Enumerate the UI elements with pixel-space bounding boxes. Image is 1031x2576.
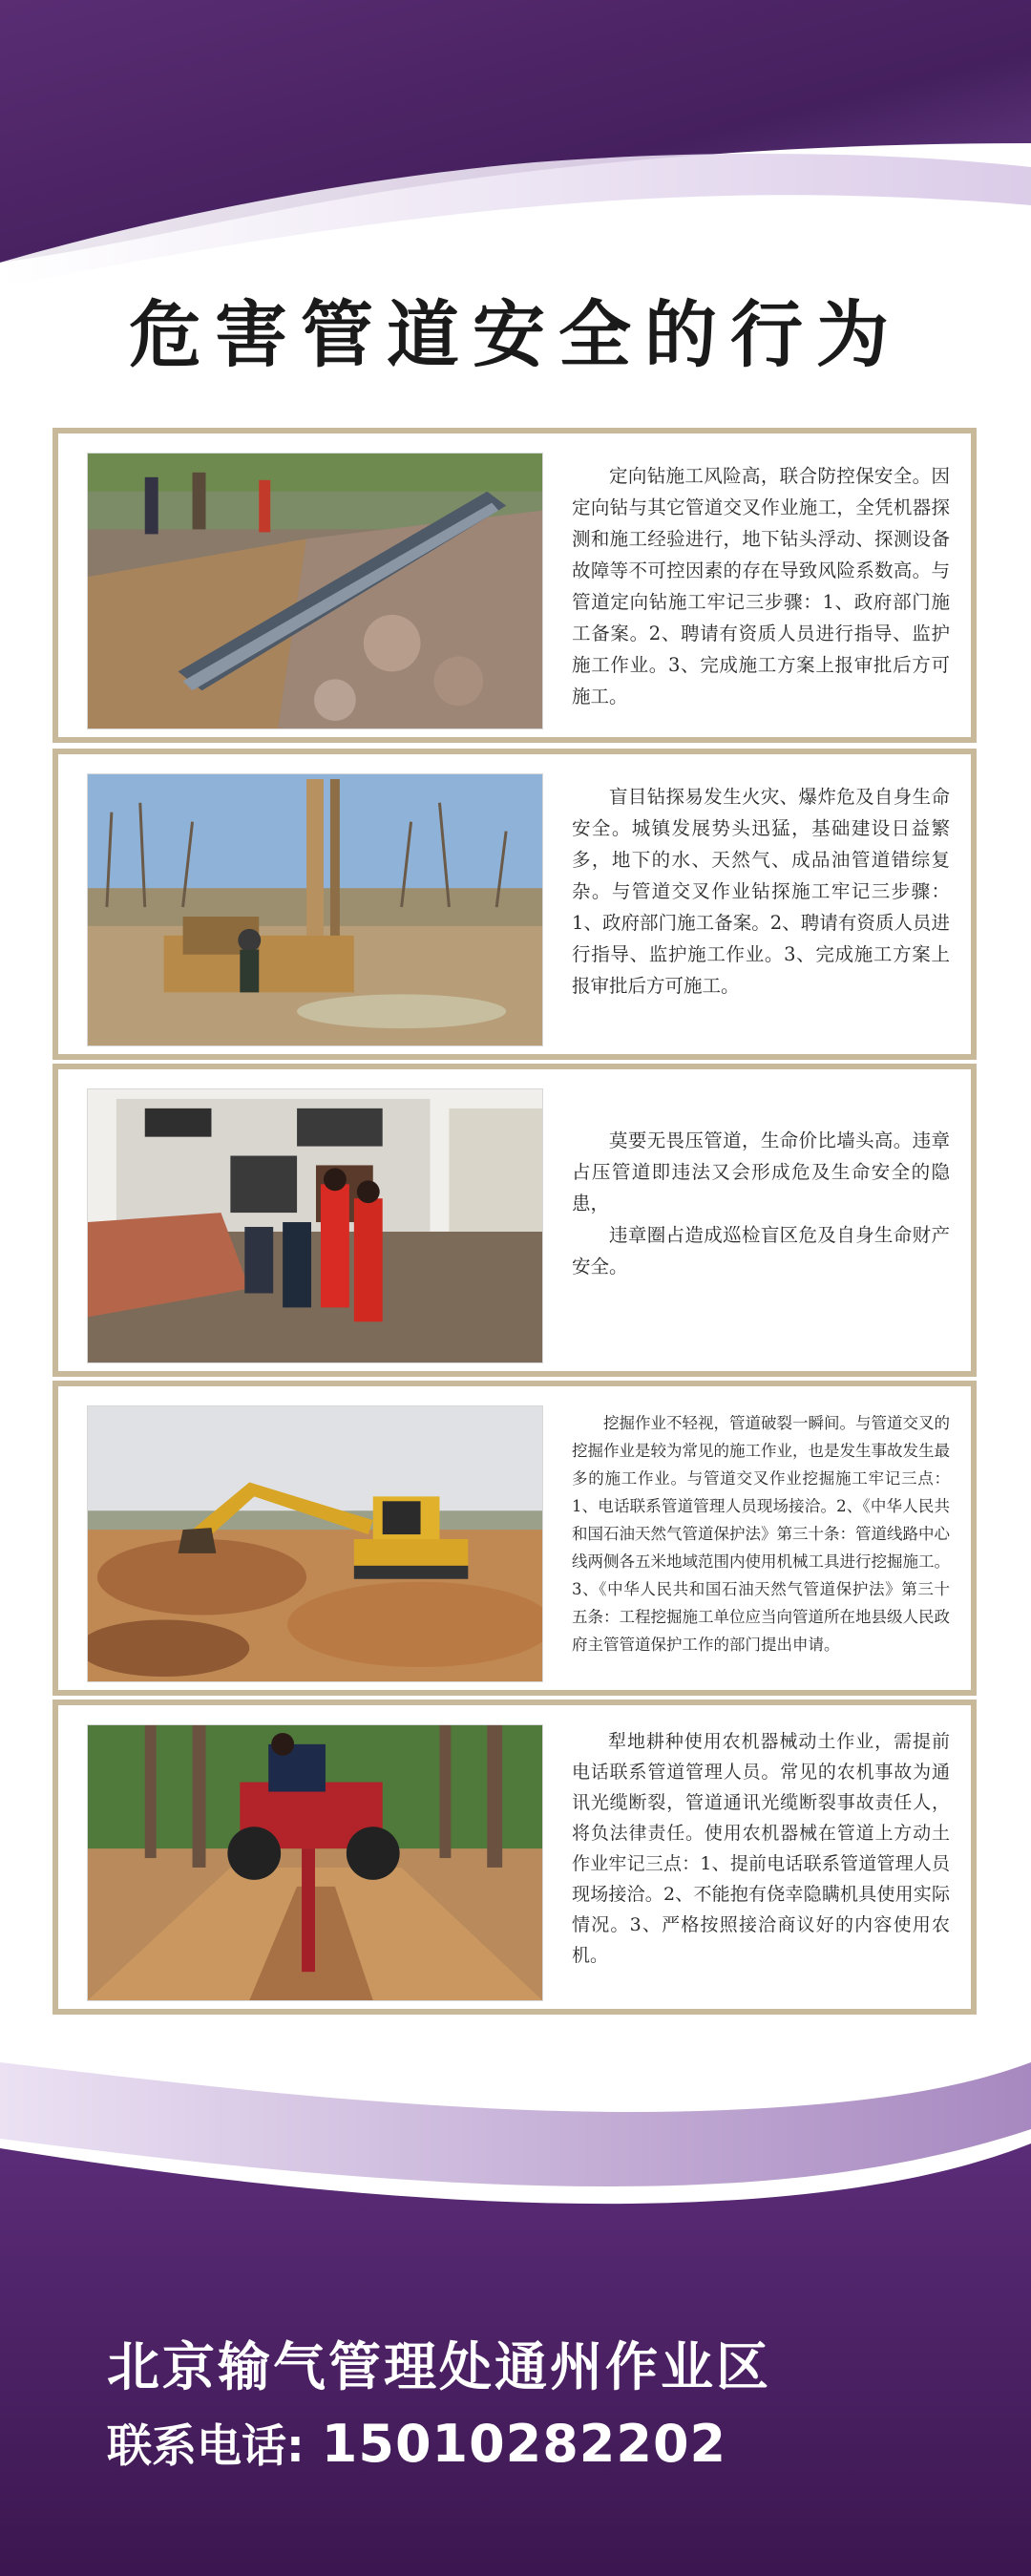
panel-paragraph: 定向钻施工风险高，联合防控保安全。因定向钻与其它管道交叉作业施工，全凭机器探测和施工经验进行，地下钻头浮动、探测设备故障等不可控因素的存在导致风险系数高。与管道定向钻施工牢记三步骤：1、政府部门施工备案。2、聘请有资质人员进行指导、监护施工作业。3、完成施工方案上报审批后方可施工。 (572, 465, 950, 707)
panel-text (572, 781, 950, 1002)
panel-paragraph: 盲目钻探易发生火灾、爆炸危及自身生命安全。城镇发展势头迅猛，基础建设日益繁多，地下的水、天然气、成品油管道错综复杂。与管道交叉作业钻探施工牢记三步骤：1、政府部门施工备案。2、聘请有资质人员进行指导、监护施工作业。3、完成施工方案上报审批后方可施工。 (572, 786, 950, 997)
hazard-panel-pipeline-occupation (53, 1064, 977, 1377)
hazard-panel-excavation (53, 1381, 977, 1696)
hazard-panel-farm-machinery (53, 1700, 977, 2015)
organization-name: 北京输气管理处通州作业区 (107, 2336, 772, 2397)
panel-text (572, 1726, 950, 1971)
panel-text (572, 1409, 950, 1658)
phone-number[interactable]: 15010282202 (321, 2414, 727, 2474)
bottom-purple-wave (0, 2024, 1031, 2576)
panel-paragraph: 违章圈占造成巡检盲区危及自身生命财产安全。 (572, 1224, 950, 1277)
illegal-building-photo (87, 1088, 543, 1363)
panel-paragraph: 犁地耕种使用农机器械动土作业，需提前电话联系管道管理人员。常见的农机事故为通讯光缆断裂，管道通讯光缆断裂事故责任人，将负法律责任。使用农机器械在管道上方动土作业牢记三点：1、提前电话联系管道管理人员现场接洽。2、不能抱有侥幸隐瞒机具使用实际情况。3、严格按照接洽商议好的内容使用农机。 (572, 1731, 950, 1966)
tractor-plowing-photo (87, 1724, 543, 2001)
top-purple-wave (0, 0, 1031, 286)
directional-drilling-photo (87, 453, 543, 729)
hazard-panel-directional-drilling (53, 428, 977, 743)
panel-paragraph: 挖掘作业不轻视，管道破裂一瞬间。与管道交叉的挖掘作业是较为常见的施工作业，也是发生事故发生最多的施工作业。与管道交叉作业挖掘施工牢记三点：1、电话联系管道管理人员现场接洽。2、《中华人民共和国石油天然气管道保护法》第三十条：管道线路中心线两侧各五米地域范围内使用机械工具进行挖掘施工。3、《中华人民共和国石油天然气管道保护法》第三十五条：工程挖掘施工单位应当向管道所在地县级人民政府主管管道保护工作的部门提出申请。 (572, 1414, 950, 1654)
phone-label: 联系电话: (107, 2420, 305, 2473)
drilling-rig-photo (87, 773, 543, 1046)
panel-text (572, 1125, 950, 1282)
excavator-photo (87, 1405, 543, 1682)
panel-text (572, 460, 950, 712)
hazard-panel-blind-drilling (53, 749, 977, 1060)
panel-paragraph: 莫要无畏压管道，生命价比墙头高。违章占压管道即违法又会形成危及生命安全的隐患， (572, 1130, 950, 1214)
contact-phone (107, 2411, 726, 2475)
page-title: 危害管道安全的行为 (129, 292, 902, 377)
